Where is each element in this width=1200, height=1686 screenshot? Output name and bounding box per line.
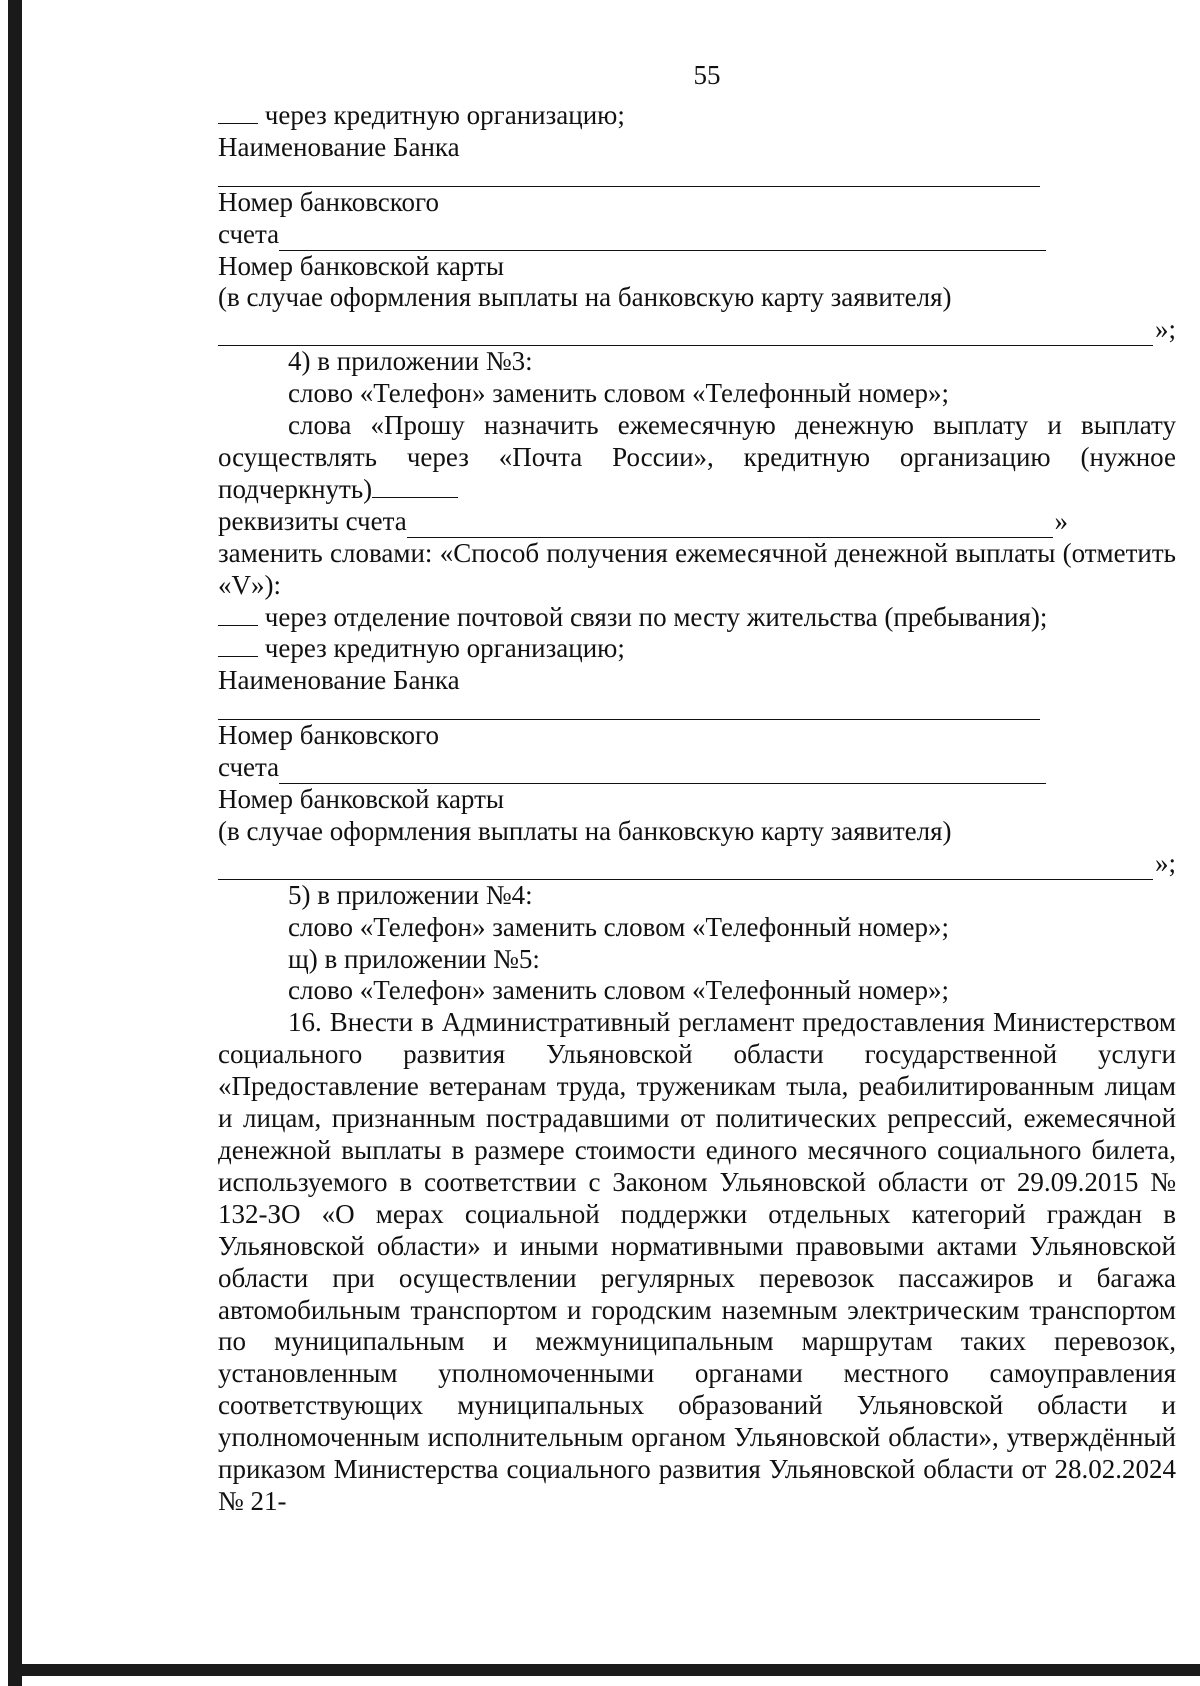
bank-name-label: Наименование Банка: [218, 131, 460, 162]
requisites-blank: [407, 515, 1053, 538]
section16-paragraph: 16. Внести в Административный регламент предоставления Министерством социального развития Ульяновской области государственной услуги «Предоставление ветеранам труда, труженикам тыла, реабилитированным лицам и лицам, признанным пострадавшими от политических репрессий, ежемесячной денежной выплаты в размере стоимости единого месячного социального билета, используемого в соответствии с Законом Ульяновской области от 29.09.2015 № 132-ЗО «О мерах социальной поддержки отдельных категорий граждан в Ульяновской области» и иными нормативными правовыми актами Ульяновской области при осуществлении регулярных перевозок пассажиров и багажа автомобильным транспортом и городским наземным электрическим транспортом по муниципальным и межмуниципальным маршрутам таких перевозок, установленным уполномоченными органами местного самоуправления соответствующих муниципальных образований Ульяновской области и уполномоченным исполнительным органом Ульяновской области», утверждённый приказом Министерства социального развития Ульяновской области от 28.02.2024 № 21-: [218, 1007, 1176, 1516]
account-label: Номер банковского: [218, 186, 439, 217]
item5-heading: 5) в приложении №4:: [288, 879, 533, 910]
item4-replace-paragraph: заменить словами: «Способ получения ежемесячной денежной выплаты (отметить «V»):: [218, 537, 1176, 600]
account-row: счета: [218, 752, 1048, 784]
card-note: (в случае оформления выплаты на банковскую карту заявителя): [218, 815, 952, 846]
scan-edge-left: [8, 0, 22, 1686]
document-page: [218, 60, 1176, 1518]
card-label: Номер банковской карты: [218, 784, 505, 815]
item4-paragraph: слова «Прошу назначить ежемесячную денежную выплату и выплату осуществлять через «Почта России», кредитную организацию (нужное подчеркнуть): [218, 410, 1176, 504]
card-label: Номер банковской карты: [218, 250, 505, 281]
bank-name-blank: [218, 164, 1176, 187]
item6-heading: щ) в приложении №5:: [288, 943, 540, 974]
item6-phone-replace: слово «Телефон» заменить словом «Телефонный номер»;: [288, 975, 949, 1006]
item4-phone-replace: слово «Телефон» заменить словом «Телефонный номер»;: [288, 378, 949, 409]
card-blank-row: »;: [218, 848, 1176, 880]
post-option: через отделение почтовой связи по месту жительства (пребывания);: [218, 602, 1176, 634]
card-blank: [218, 857, 1153, 880]
account-blank: [279, 761, 1046, 784]
credit-option: через кредитную организацию;: [218, 633, 1176, 665]
item4-heading: 4) в приложении №3:: [288, 346, 533, 377]
checkbox-blank: [218, 101, 258, 124]
account-label: Номер банковского: [218, 720, 439, 751]
checkbox-blank: [218, 603, 258, 626]
card-note: (в случае оформления выплаты на банковскую карту заявителя): [218, 282, 952, 313]
page-number: 55: [693, 60, 721, 90]
account-row: счета: [218, 219, 1048, 251]
requisites-row: реквизиты счета »: [218, 505, 1068, 536]
card-blank: [218, 323, 1153, 346]
item5-phone-replace: слово «Телефон» заменить словом «Телефонный номер»;: [288, 911, 949, 942]
card-blank-row: »;: [218, 314, 1176, 346]
bank-name-label: Наименование Банка: [218, 665, 460, 696]
underline-blank: [372, 475, 458, 498]
scan-edge-bottom: [22, 1664, 1200, 1676]
account-blank: [279, 228, 1046, 251]
bank-name-blank: [218, 697, 1176, 720]
credit-org-option: через кредитную организацию;: [218, 100, 1176, 132]
checkbox-blank: [218, 634, 258, 657]
